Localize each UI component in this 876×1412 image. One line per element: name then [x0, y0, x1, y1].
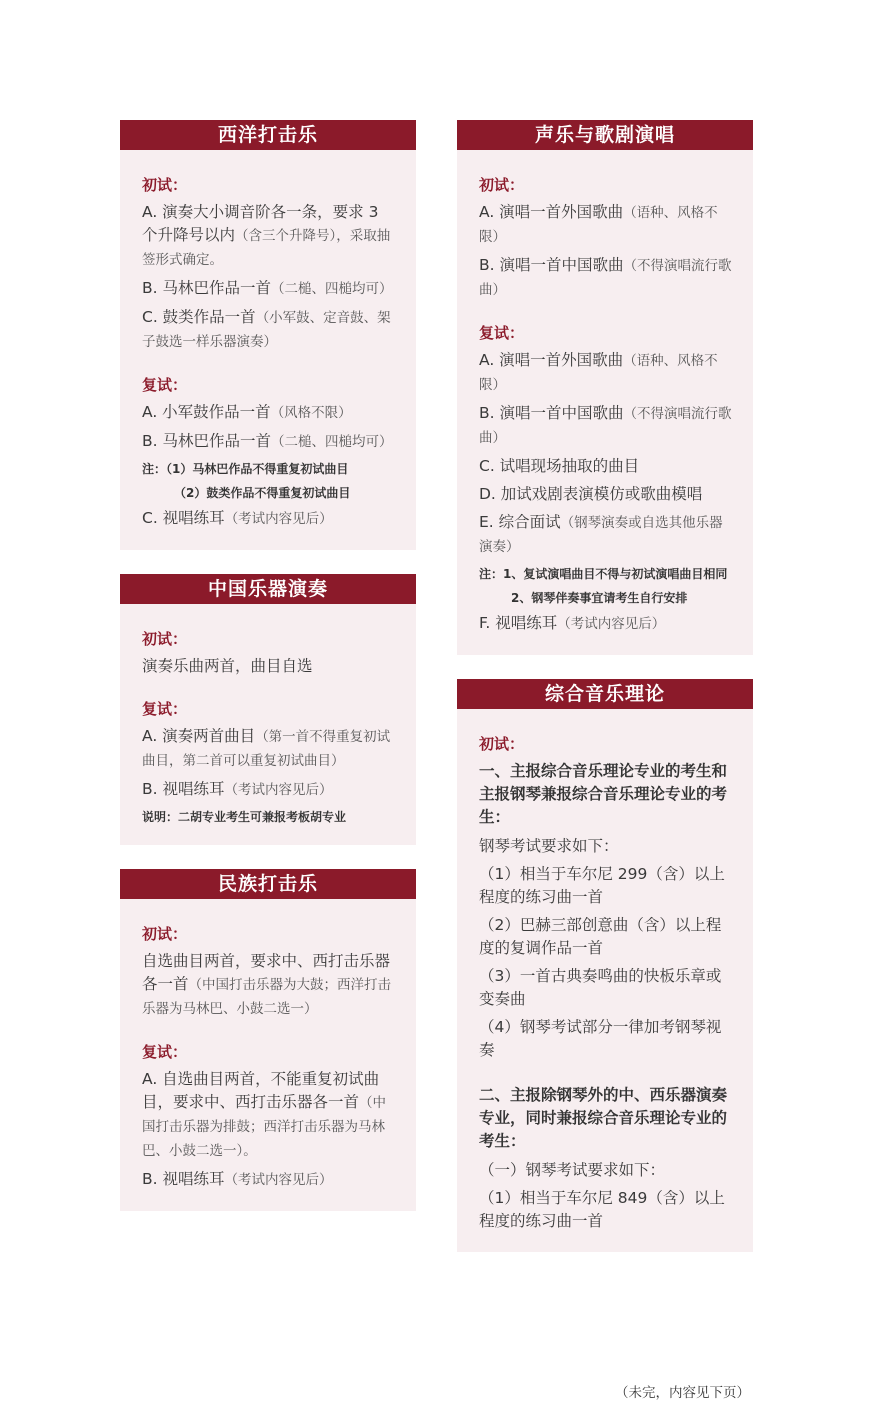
preliminary-label: 初试：: [479, 735, 525, 753]
list-item: F. 视唱练耳（考试内容见后）: [479, 614, 666, 632]
left-column: [120, 120, 416, 1211]
note: （2）鼓类作品不得重复初试曲目: [174, 486, 351, 500]
section-title: 综合音乐理论: [457, 679, 753, 709]
list-item: （4）钢琴考试部分一律加考钢琴视奏: [479, 1018, 722, 1059]
section-vocal-opera: [457, 120, 753, 655]
list-item: A. 自选曲目两首，不能重复初试曲目，要求中、西打击乐器各一首（中国打击乐器为排鼓；西洋打击乐器为马林巴、小鼓二选一）。: [142, 1070, 387, 1159]
continued-note: （未完，内容见下页）: [615, 1385, 750, 1401]
section-chinese-instruments: [120, 574, 416, 845]
section-title: 西洋打击乐: [120, 120, 416, 150]
list-item: （2）巴赫三部创意曲（含）以上程度的复调作品一首: [479, 916, 722, 957]
section-title: 声乐与歌剧演唱: [457, 120, 753, 150]
preliminary-label: 初试：: [142, 925, 188, 943]
list-item: （3）一首古典奏鸣曲的快板乐章或变奏曲: [479, 967, 722, 1008]
section-western-percussion: [120, 120, 416, 550]
list-item: A. 演奏大小调音阶各一条，要求 3 个升降号以内（含三个升降号），采取抽签形式确定。: [142, 203, 391, 268]
section-title: 中国乐器演奏: [120, 574, 416, 604]
retest-label: 复试：: [142, 376, 188, 394]
section-music-theory: [457, 679, 753, 1252]
note: 注：1、复试演唱曲目不得与初试演唱曲目相同: [479, 567, 728, 581]
list-item: C. 视唱练耳（考试内容见后）: [142, 509, 333, 527]
note: 注：（1）马林巴作品不得重复初试曲目: [142, 462, 349, 476]
list-item: A. 演奏两首曲目（第一首不得重复初试曲目，第二首可以重复初试曲目）: [142, 727, 391, 769]
part-intro: （一）钢琴考试要求如下：: [479, 1161, 666, 1179]
list-item: 自选曲目两首，要求中、西打击乐器各一首（中国打击乐器为大鼓；西洋打击乐器为马林巴、小鼓二选一）: [142, 952, 392, 1017]
list-item: B. 视唱练耳（考试内容见后）: [142, 780, 333, 798]
list-item: B. 演唱一首中国歌曲（不得演唱流行歌曲）: [479, 256, 732, 298]
list-item: 演奏乐曲两首，曲目自选: [142, 657, 313, 675]
preliminary-label: 初试：: [142, 630, 188, 648]
note: 说明：二胡专业考生可兼报考板胡专业: [142, 810, 347, 824]
list-item: （1）相当于车尔尼 299（含）以上程度的练习曲一首: [479, 865, 725, 906]
section-folk-percussion: [120, 869, 416, 1211]
retest-label: 复试：: [479, 324, 525, 342]
right-column: [457, 120, 753, 1252]
list-item: B. 马林巴作品一首（二槌、四槌均可）: [142, 432, 393, 450]
part-heading: 二、主报除钢琴外的中、西乐器演奏专业，同时兼报综合音乐理论专业的考生：: [479, 1086, 728, 1150]
part-intro: 钢琴考试要求如下：: [479, 837, 619, 855]
note: 2、钢琴伴奏事宜请考生自行安排: [511, 591, 688, 605]
list-item: E. 综合面试（钢琴演奏或自选其他乐器演奏）: [479, 513, 723, 555]
list-item: B. 视唱练耳（考试内容见后）: [142, 1170, 333, 1188]
list-item: A. 演唱一首外国歌曲（语种、风格不限）: [479, 351, 718, 393]
list-item: C. 鼓类作品一首（小军鼓、定音鼓、架子鼓选一样乐器演奏）: [142, 308, 391, 350]
part-heading: 一、主报综合音乐理论专业的考生和主报钢琴兼报综合音乐理论专业的考生：: [479, 762, 728, 826]
list-item: B. 演唱一首中国歌曲（不得演唱流行歌曲）: [479, 404, 732, 446]
retest-label: 复试：: [142, 700, 188, 718]
list-item: A. 演唱一首外国歌曲（语种、风格不限）: [479, 203, 718, 245]
retest-label: 复试：: [142, 1043, 188, 1061]
preliminary-label: 初试：: [142, 176, 188, 194]
list-item: B. 马林巴作品一首（二槌、四槌均可）: [142, 279, 393, 297]
preliminary-label: 初试：: [479, 176, 525, 194]
list-item: D. 加试戏剧表演模仿或歌曲模唱: [479, 485, 703, 503]
section-title: 民族打击乐: [120, 869, 416, 899]
list-item: A. 小军鼓作品一首（风格不限）: [142, 403, 352, 421]
list-item: C. 试唱现场抽取的曲目: [479, 457, 640, 475]
list-item: （1）相当于车尔尼 849（含）以上程度的练习曲一首: [479, 1189, 725, 1230]
